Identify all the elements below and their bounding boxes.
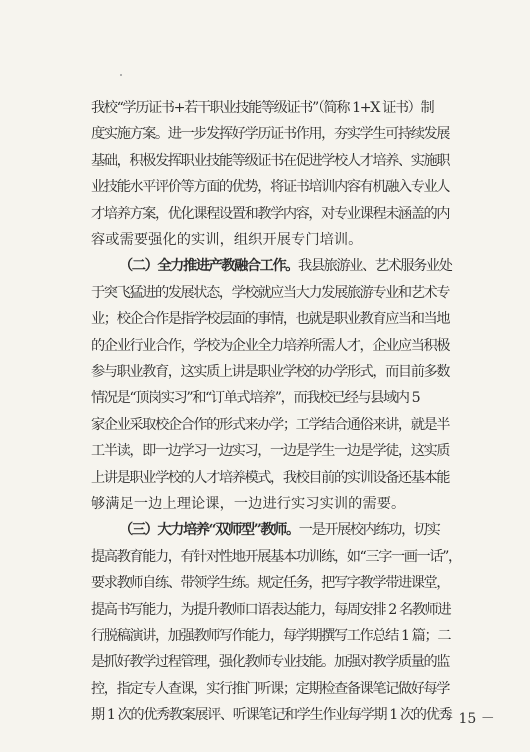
text-line <box>91 309 530 329</box>
text-line <box>91 626 530 646</box>
text-line <box>91 679 530 699</box>
line-text: 提高书写能力，为提升教师口语表达能力，每周安排 2 名教师进 <box>91 601 451 618</box>
line-text: 我县旅游业、艺术服务业处 <box>298 258 452 275</box>
text-line <box>119 256 530 276</box>
section-heading: （二）全力推进产教融合工作。 <box>119 258 299 275</box>
line-text: 参与职业教育，这实质上讲是职业学校的办学形式，而目前多数 <box>91 364 450 380</box>
text-line <box>91 573 530 593</box>
text-line <box>91 124 530 144</box>
text-line <box>91 388 530 408</box>
line-text: 一是开展校内练功，切实 <box>298 522 440 539</box>
text-line <box>91 177 530 197</box>
page-number: － 15 － <box>440 711 495 727</box>
line-text: 家企业采取校企合作的形式来办学；工学结合通俗来讲，就是半 <box>91 416 450 433</box>
line-text: 我校“学历证书+若干职业技能等级证书”（简称 1+X 证书）制 <box>91 100 434 116</box>
text-line <box>91 547 530 567</box>
text-line <box>91 494 530 514</box>
text-line <box>91 230 530 250</box>
line-text: 基础，积极发挥职业技能等级证书在促进学校人才培养、实施职 <box>91 152 450 169</box>
line-text: 期 1 次的优秀教案展评、听课笔记和学生作业每学期 1 次的优秀 <box>91 707 452 724</box>
line-text: 提高教育能力，有针对性地开展基本功训练，如“三字一画一话”， <box>91 548 461 565</box>
line-text: 的企业行业合作，学校为企业全力培养所需人才，企业应当积极 <box>91 337 450 354</box>
line-text: 度实施方案。进一步发挥好学历证书作用，夯实学生可持续发展 <box>91 126 450 143</box>
line-text: 才培养方案，优化课程设置和教学内容，对专业课程未涵盖的内 <box>91 205 450 222</box>
line-text: 工半读，即一边学习一边实习，一边是学生一边是学徒，这实质 <box>91 443 450 460</box>
text-line <box>91 283 530 303</box>
line-text: 上讲是职业学校的人才培养模式，我校目前的实训设备还基本能 <box>91 469 450 486</box>
line-text: 业；校企合作是指学校层面的事情，也就是职业教育应当和当地 <box>91 311 450 328</box>
line-text: 要求教师自练、带领学生练。规定任务，把写字教学带进课堂， <box>91 575 450 592</box>
line-text: 控，指定专人查课，实行推门听课；定期检查备课笔记做好每学 <box>91 680 450 697</box>
line-text: 够满足一边上理论课，一边进行实习实训的需要。 <box>91 496 406 512</box>
text-line <box>91 468 530 488</box>
text-line <box>91 151 530 171</box>
text-line <box>91 362 530 382</box>
line-text: 业技能水平评价等方面的优势，将证书培训内容有机融入专业人 <box>91 179 450 196</box>
line-text: 行脱稿演讲，加强教师写作能力，每学期撰写工作总结 1 篇；二 <box>91 628 451 644</box>
text-line <box>119 520 530 540</box>
line-text: 于突飞猛进的发展状态，学校就应当大力发展旅游专业和艺术专 <box>91 284 450 301</box>
text-line <box>91 441 530 461</box>
text-line <box>91 600 530 620</box>
text-line <box>91 98 530 118</box>
text-line <box>91 652 530 672</box>
line-text: 容或需要强化的实训，组织开展专门培训。 <box>91 232 363 248</box>
scan-speck <box>120 74 122 76</box>
text-line <box>91 204 530 224</box>
section-heading: （三）大力培养“双师型”教师。 <box>119 522 299 539</box>
line-text: 情况是“顶岗实习”和“订单式培养”，而我校已经与县域内 5 <box>91 390 420 407</box>
text-line <box>91 336 530 356</box>
text-line <box>91 415 530 435</box>
line-text: 是抓好教学过程管理，强化教师专业技能。加强对教学质量的监 <box>91 654 450 671</box>
